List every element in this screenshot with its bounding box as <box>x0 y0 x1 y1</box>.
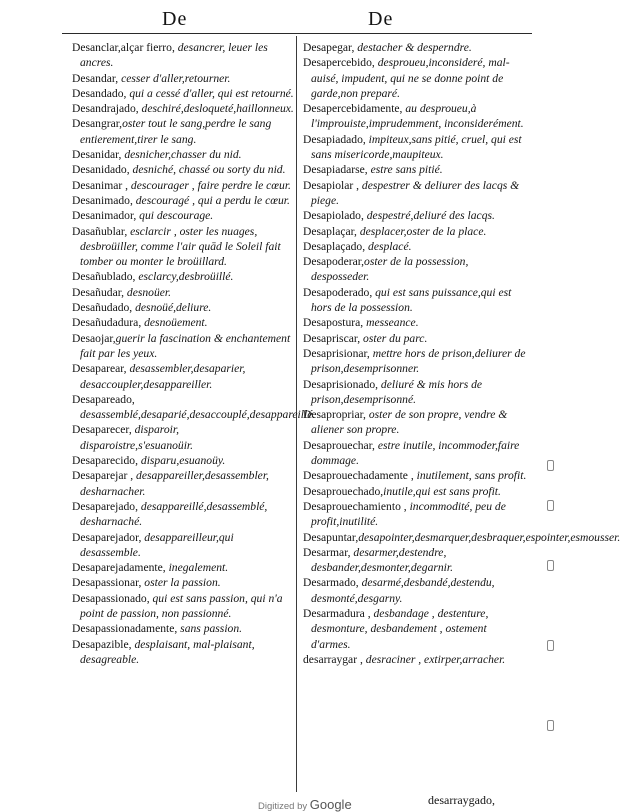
dictionary-entry <box>72 71 294 86</box>
dictionary-entry <box>303 132 527 163</box>
entry-headword: Desaprouechar, <box>303 438 375 452</box>
entry-headword: Desapassionadamente, <box>72 622 178 636</box>
entry-definition: esclarcir , oster les nuages, desbroüiller, comme l'air quād le Soleil fait tomber ou monter le broüillard. <box>80 224 281 269</box>
entry-definition: oster la passion. <box>141 576 221 590</box>
entry-definition: disparu,esuanoüy. <box>138 454 226 468</box>
dictionary-entry <box>303 239 527 254</box>
dictionary-entry <box>303 407 527 438</box>
entry-definition: desniché, chassé ou sorty du nid. <box>129 163 286 177</box>
dictionary-entry <box>303 545 527 576</box>
running-head-left: De <box>162 8 188 30</box>
right-column <box>303 40 620 667</box>
entry-headword: Desanimar , <box>72 178 129 192</box>
entry-definition: deschiré,desloqueté,haillonneux. <box>138 102 294 116</box>
entry-definition: descouragé , qui a perdu le cœur. <box>132 193 290 207</box>
dictionary-entry <box>72 621 294 636</box>
entry-definition: desnicher,chasser du nid. <box>121 148 242 162</box>
entry-headword: Desaparejador, <box>72 530 142 544</box>
entry-definition: impiteux,sans pitié, cruel, qui est sans misericorde,maupiteux. <box>311 132 522 162</box>
dictionary-entry <box>72 575 294 590</box>
entry-headword: Desarmadura , <box>303 606 371 620</box>
entry-definition: guerir la fascination & enchantement fait par les yeux. <box>80 331 291 360</box>
dictionary-entry <box>72 208 294 223</box>
entry-headword: Desaparear, <box>72 362 127 376</box>
dictionary-entry <box>72 560 294 575</box>
entry-headword: Desandrajado, <box>72 102 139 116</box>
entry-headword: Desarmado, <box>303 576 359 590</box>
entry-definition: desbandage , destenture, desmonture, desbandement , ostement d'armes. <box>311 606 489 651</box>
entry-headword: Desaparejadamente, <box>72 561 166 575</box>
entry-definition: qui est sans passion, qui n'a point de passion, non passionné. <box>80 591 283 620</box>
entry-definition: disparoir, disparoistre,s'esuanoüir. <box>80 423 194 452</box>
entry-definition: estre inutile, incommoder,faire dommage. <box>311 438 520 468</box>
entry-headword: Desapareado, <box>72 392 135 406</box>
edge-mark <box>547 460 554 471</box>
entry-definition: inutilement, sans profit. <box>413 469 527 483</box>
dictionary-entry <box>303 40 527 55</box>
entry-definition: inutile,qui est sans profit. <box>383 484 501 498</box>
dictionary-entry <box>303 285 527 316</box>
entry-definition: desapointer,desmarquer,desbraquer,espointer,esmousser. <box>358 530 620 544</box>
entry-definition: esclarcy,desbroüillé. <box>135 270 234 284</box>
entry-headword: Desapiolado, <box>303 209 364 223</box>
entry-headword: Desapegar, <box>303 41 355 54</box>
entry-headword: Desapiadado, <box>303 132 366 146</box>
entry-definition: desarmer,destendre, desbander,desmonter,degarnir. <box>311 545 454 575</box>
entry-definition: desancrer, leuer les ancres. <box>80 41 268 70</box>
entry-headword: Desaprouechado, <box>303 484 384 498</box>
entry-definition: desnoüement. <box>141 316 208 330</box>
entry-headword: Desaparecer, <box>72 423 132 437</box>
dictionary-entry <box>72 637 294 668</box>
dictionary-entry <box>303 254 527 285</box>
dictionary-entry <box>303 499 527 530</box>
dictionary-entry <box>303 438 527 469</box>
entry-definition: desnoüé,deliure. <box>132 301 212 315</box>
entry-definition: despestrer & deliurer des lacqs & piege. <box>311 178 520 207</box>
entry-definition: descourager , faire perdre le cœur. <box>128 178 291 192</box>
entry-headword: Desaparejar , <box>72 469 134 483</box>
entry-definition: cesser d'aller,retourner. <box>118 71 231 85</box>
entry-headword: Desaparejado, <box>72 499 138 513</box>
entry-headword: Desapoderar, <box>303 255 365 269</box>
entry-headword: Desapropriar, <box>303 408 366 422</box>
entry-definition: desnoüer. <box>124 285 172 299</box>
dictionary-entry <box>303 315 527 330</box>
entry-headword: Desañudadura, <box>72 316 142 330</box>
entry-definition: oster de la possession, desposseder. <box>311 255 469 284</box>
entry-headword: Desapassionar, <box>72 576 142 590</box>
dictionary-entry <box>303 55 527 101</box>
entry-headword: Desapostura, <box>303 316 364 330</box>
header-rule <box>62 33 532 34</box>
dictionary-entry <box>303 224 527 239</box>
dictionary-entry <box>303 606 527 652</box>
dictionary-entry <box>72 300 294 315</box>
entry-headword: Desapiolar , <box>303 178 360 192</box>
entry-definition: desraciner , extirper,arracher. <box>362 652 506 666</box>
dictionary-entry <box>72 269 294 284</box>
entry-definition: desassemblé,desaparié,desaccouplé,desappareillé. <box>80 408 316 422</box>
edge-mark <box>547 500 554 511</box>
entry-definition: mettre hors de prison,deliurer de prison,desemprisonner. <box>311 346 526 376</box>
dictionary-entry <box>72 499 294 530</box>
dictionary-entry <box>72 193 294 208</box>
entry-definition: desappareiller,desassembler, desharnacher. <box>80 469 269 498</box>
entry-headword: Desañudado, <box>72 301 133 315</box>
entry-definition: desplacer,oster de la place. <box>356 224 487 238</box>
entry-headword: Desañublado, <box>72 270 136 284</box>
entry-headword: Desaprisionar, <box>303 346 370 360</box>
catchword: desarraygado, <box>428 793 495 807</box>
page-header <box>0 0 556 34</box>
entry-headword: Desaprouechamiento , <box>303 499 407 513</box>
dictionary-entry <box>72 422 294 453</box>
dictionary-entry <box>303 652 527 667</box>
entry-definition: oster du parc. <box>360 331 428 345</box>
entry-definition: au desproueu,à l'improuiste,imprudemment, inconsiderément. <box>311 102 524 131</box>
digitization-credit <box>258 797 352 812</box>
entry-definition: inegalement. <box>165 561 229 575</box>
dictionary-entry <box>303 162 527 177</box>
dictionary-entry <box>303 530 620 545</box>
entry-definition: destacher & desperndre. <box>354 41 472 54</box>
entry-headword: Desaojar, <box>72 331 116 345</box>
dictionary-entry <box>72 468 294 499</box>
entry-headword: Desanclar,alçar fierro, <box>72 41 175 54</box>
edge-mark <box>547 640 554 651</box>
entry-definition: desplaisant, mal-plaisant, desagreable. <box>80 637 255 666</box>
entry-headword: desarraygar , <box>303 652 363 666</box>
dictionary-entry <box>72 40 294 71</box>
entry-definition: estre sans pitié. <box>367 163 443 177</box>
entry-definition: desarmé,desbandé,destendu, desmonté,desgarny. <box>311 576 495 605</box>
entry-definition: incommodité, peu de profit,inutilité. <box>311 499 506 529</box>
entry-headword: Desanimador, <box>72 209 137 223</box>
entry-headword: Desaplaçado, <box>303 239 366 253</box>
dictionary-entry <box>72 101 294 116</box>
entry-headword: Desarmar, <box>303 545 351 559</box>
edge-mark <box>547 720 554 731</box>
dictionary-entry <box>72 453 294 468</box>
entry-definition: messeance. <box>363 316 419 330</box>
entry-definition: desassembler,desaparier, desaccoupler,desappareiller. <box>80 362 246 391</box>
entry-headword: Desanimado, <box>72 193 133 207</box>
dictionary-entry <box>303 346 527 377</box>
entry-headword: Dasañublar, <box>72 224 128 238</box>
edge-mark <box>547 560 554 571</box>
entry-headword: Desaplaçar, <box>303 224 357 238</box>
entry-definition: desproueu,inconsideré, mal-auisé, impudent, qui ne se donne point de garde,non preparé. <box>311 56 510 100</box>
dictionary-entry <box>72 224 294 270</box>
entry-definition: desappareilleur,qui desassemble. <box>80 530 234 559</box>
dictionary-entry <box>303 468 527 483</box>
running-head-right: De <box>368 8 394 30</box>
entry-headword: Desapercebido, <box>303 56 375 70</box>
dictionary-entry <box>303 377 527 408</box>
entry-definition: qui descourage. <box>136 209 214 223</box>
dictionary-entry <box>72 178 294 193</box>
entry-definition: desappareillé,desassemblé, desharnaché. <box>80 499 268 529</box>
left-column <box>72 40 316 667</box>
entry-definition: deliuré & mis hors de prison,desemprisonné. <box>311 377 483 406</box>
dictionary-entry <box>72 315 294 330</box>
entry-headword: Desapuntar, <box>303 530 359 544</box>
dictionary-entry <box>72 285 294 300</box>
entry-definition: oster tout le sang,perdre le sang entierement,tirer le sang. <box>80 117 272 146</box>
dictionary-entry <box>72 591 294 622</box>
dictionary-entry <box>72 86 294 101</box>
entry-definition: qui a cessé d'aller, qui est retourné. <box>126 86 294 100</box>
entry-headword: Desapassionado, <box>72 591 150 605</box>
entry-headword: Desaprouechadamente , <box>303 469 414 483</box>
dictionary-entry <box>72 162 294 177</box>
entry-headword: Desaparecido, <box>72 454 138 468</box>
entry-headword: Desanidado, <box>72 163 130 177</box>
entry-definition: despestré,deliuré des lacqs. <box>363 209 495 223</box>
dictionary-entry <box>303 331 527 346</box>
page-edge-marks <box>545 40 556 780</box>
dictionary-entry <box>303 484 527 499</box>
entry-headword: Desandar, <box>72 71 119 85</box>
entry-headword: Desapercebidamente, <box>303 102 403 116</box>
entry-headword: Desangrar, <box>72 117 123 131</box>
dictionary-entry <box>303 101 527 132</box>
dictionary-entry <box>72 530 294 561</box>
entry-definition: desplacé. <box>365 239 412 253</box>
dictionary-entry <box>72 147 294 162</box>
dictionary-entry <box>72 361 294 392</box>
dictionary-entry <box>72 392 316 423</box>
credit-brand: Google <box>309 797 352 812</box>
entry-headword: Desandado, <box>72 86 127 100</box>
entry-definition: sans passion. <box>177 622 243 636</box>
entry-headword: Desapiadarse, <box>303 163 368 177</box>
entry-definition: qui est sans puissance,qui est hors de la possession. <box>311 285 512 315</box>
entry-headword: Desapoderado, <box>303 285 373 299</box>
dictionary-entry <box>303 208 527 223</box>
entry-headword: Desapriscar, <box>303 331 361 345</box>
dictionary-entry <box>72 331 294 362</box>
credit-prefix: Digitized by <box>258 801 308 812</box>
entry-headword: Desaprisionado, <box>303 377 379 391</box>
entry-headword: Desapazible, <box>72 637 132 651</box>
entry-headword: Desañudar, <box>72 285 125 299</box>
entry-headword: Desanidar, <box>72 148 122 162</box>
dictionary-entry <box>303 178 527 209</box>
dictionary-entry <box>72 116 294 147</box>
dictionary-entry <box>303 575 527 606</box>
entry-definition: oster de son propre, vendre & aliener son propre. <box>311 408 508 437</box>
